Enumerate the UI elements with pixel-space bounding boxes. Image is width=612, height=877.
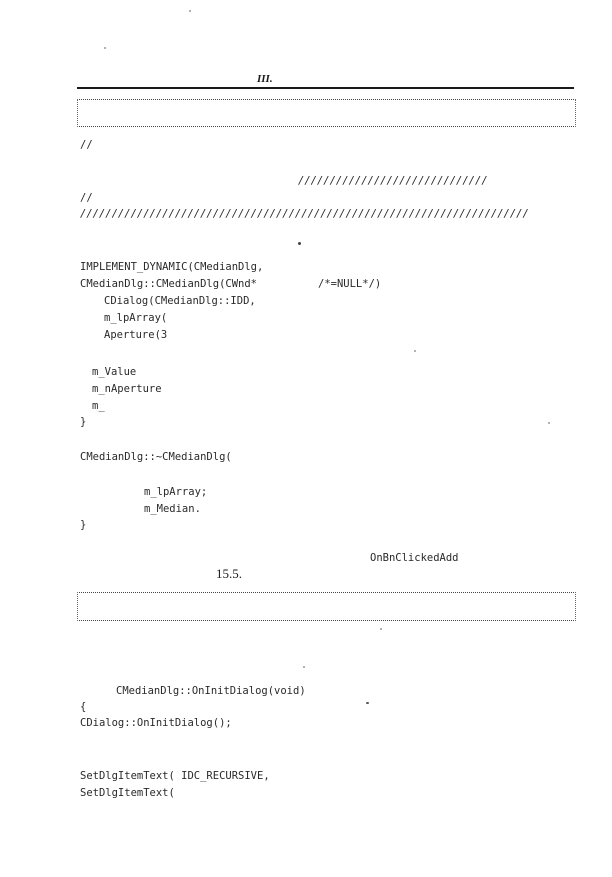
code-line: // bbox=[80, 192, 93, 204]
code-line: CMedianDlg::OnInitDialog(void) bbox=[116, 685, 306, 697]
code-line: } bbox=[80, 416, 87, 428]
scan-speck bbox=[380, 628, 382, 630]
code-line: CDialog(CMedianDlg::IDD, bbox=[104, 295, 256, 307]
code-line: m_ bbox=[92, 400, 105, 412]
chapter-label: III. bbox=[257, 73, 273, 85]
code-line: CDialog::OnInitDialog(); bbox=[80, 717, 232, 729]
header-rule bbox=[77, 87, 574, 89]
dotted-frame-bottom bbox=[77, 592, 576, 621]
code-identifier: OnBnClickedAdd bbox=[370, 552, 459, 564]
code-line: IMPLEMENT_DYNAMIC(CMedianDlg, bbox=[80, 261, 264, 273]
code-line: CMedianDlg::~CMedianDlg( bbox=[80, 451, 232, 463]
section-label: 15.5. bbox=[216, 566, 242, 581]
dotted-frame-top bbox=[77, 99, 576, 127]
code-line: /////////////////////////////////////////////////////////////////////// bbox=[80, 208, 529, 220]
scan-speck bbox=[366, 702, 369, 704]
scan-speck bbox=[104, 47, 106, 49]
scan-speck bbox=[298, 242, 301, 245]
code-line: { bbox=[80, 701, 87, 713]
scan-speck bbox=[414, 350, 416, 352]
code-line: // bbox=[80, 139, 93, 151]
scan-speck bbox=[189, 10, 191, 12]
code-comment: /*=NULL*/) bbox=[318, 278, 382, 290]
code-line: Aperture(3 bbox=[104, 329, 168, 341]
code-line: m_nAperture bbox=[92, 383, 162, 395]
code-line: } bbox=[80, 519, 87, 531]
code-line: m_Median. bbox=[144, 503, 201, 515]
code-line: SetDlgItemText( bbox=[80, 787, 175, 799]
code-line: m_lpArray( bbox=[104, 312, 168, 324]
scan-speck bbox=[303, 666, 305, 668]
code-line: CMedianDlg::CMedianDlg(CWnd* bbox=[80, 278, 258, 290]
code-line: SetDlgItemText( IDC_RECURSIVE, bbox=[80, 770, 270, 782]
code-line: ////////////////////////////// bbox=[298, 175, 488, 187]
code-line: m_Value bbox=[92, 366, 137, 378]
scan-speck bbox=[548, 422, 550, 424]
code-line: m_lpArray; bbox=[144, 486, 208, 498]
